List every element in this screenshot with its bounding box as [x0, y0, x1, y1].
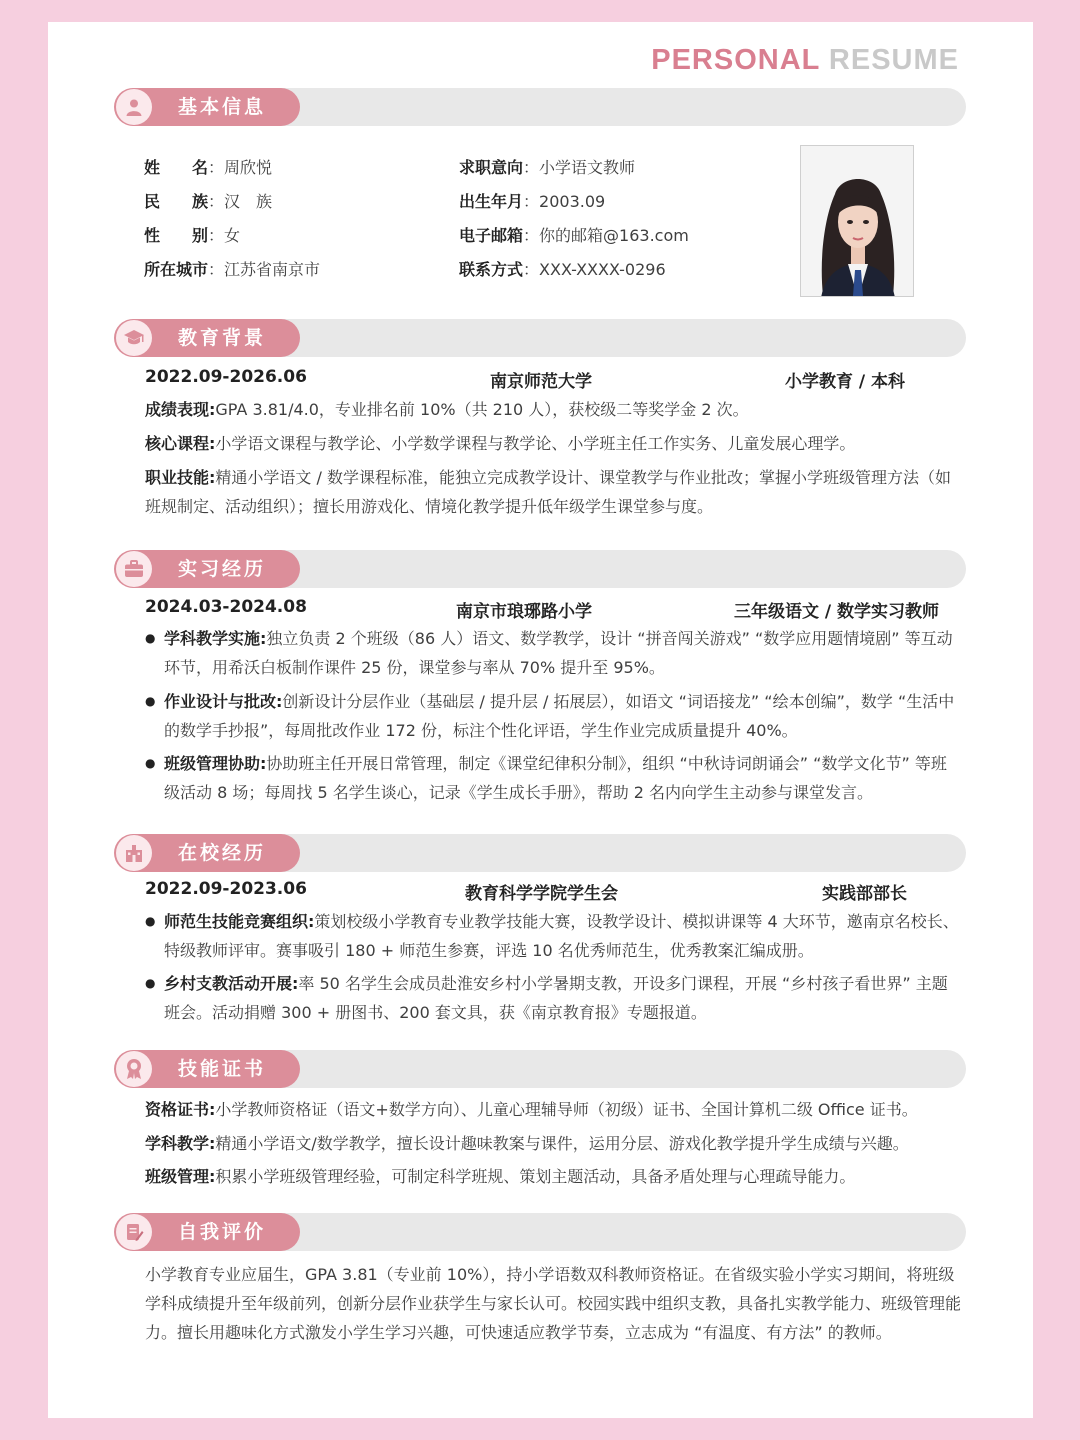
section-header-basic: [114, 88, 966, 128]
gender-value: 女: [224, 226, 241, 245]
profile-photo: [800, 145, 914, 297]
section-title: 自我评价: [178, 1221, 267, 1243]
certs-label: 班级管理:: [145, 1167, 216, 1186]
certs-text: 精通小学语文/数学教学，擅长设计趣味教案与课件，运用分层、游戏化教学提升学生成绩与兴趣。: [215, 1134, 909, 1153]
resume-page: [48, 22, 1033, 1418]
education-school: 南京师范大学: [490, 372, 592, 392]
ethnic-value: 汉 族: [224, 192, 273, 211]
bullet-text: 创新设计分层作业（基础层 / 提升层 / 拓展层），如语文 “词语接龙” “绘本创编”，数学 “生活中的数学手抄报”，每周批改作业 172 份，标注个性化评语，学生作业完成质量提升 40%。: [164, 692, 955, 740]
campus-header-row: [145, 879, 955, 907]
campus-bullet-competition: [145, 907, 961, 965]
education-major: 小学教育 / 本科: [785, 372, 906, 392]
certs-line-class-mgmt: [145, 1162, 961, 1191]
bullet-text: 策划校级小学教育专业教学技能大赛，设教学设计、模拟讲课等 4 大环节，邀南京名校长、特级教师评审。赛事吸引 180 + 师范生参赛，评选 10 名优秀师范生，优秀教案汇编成册。: [164, 912, 959, 960]
section-header-self: [114, 1213, 966, 1253]
award-icon: [116, 1051, 152, 1087]
section-title: 实习经历: [178, 558, 267, 580]
name-value: 周欣悦: [224, 158, 273, 177]
section-header-education: [114, 319, 966, 359]
phone-value: XXX-XXXX-0296: [539, 260, 666, 279]
phone-label: 联系方式: [459, 260, 524, 279]
education-line-courses: [145, 429, 961, 458]
education-text: 精通小学语文 / 数学课程标准，能独立完成教学设计、课堂教学与作业批改；掌握小学班级管理方法（如班规制定、活动组织）；擅长用游戏化、情境化教学提升低年级学生课堂参与度。: [145, 468, 951, 516]
section-title: 在校经历: [178, 842, 267, 864]
user-icon: [116, 89, 152, 125]
certs-text: 积累小学班级管理经验，可制定科学班规、策划主题活动，具备矛盾处理与心理疏导能力。: [215, 1167, 856, 1186]
education-label: 成绩表现:: [145, 400, 216, 419]
info-name-row: 姓 名：周欣悦: [144, 158, 273, 177]
building-icon: [116, 835, 152, 871]
ethnic-label: 民 族: [144, 192, 209, 211]
section-title: 基本信息: [178, 96, 267, 118]
brand-word-resume: RESUME: [828, 44, 959, 76]
certs-label: 资格证书:: [145, 1100, 216, 1119]
internship-org: 南京市琅琊路小学: [456, 602, 592, 622]
internship-bullet-class-mgmt: [145, 749, 961, 807]
email-label: 电子邮箱: [459, 226, 524, 245]
section-header-campus: [114, 834, 966, 874]
education-header-row: [145, 367, 955, 395]
section-title: 技能证书: [178, 1058, 267, 1080]
brand-word-personal: PERSONAL: [651, 44, 820, 76]
info-city-row: 所在城市：江苏省南京市: [144, 260, 321, 279]
internship-bullet-homework: [145, 687, 961, 745]
edit-icon: [116, 1214, 152, 1250]
education-date: 2022.09-2026.06: [145, 367, 307, 387]
bullet-text: 独立负责 2 个班级（86 人）语文、数学教学，设计 “拼音闯关游戏” “数学应用题情境剧” 等互动环节，用希沃白板制作课件 25 份，课堂参与率从 70% 提升至 95%。: [164, 629, 953, 677]
bullet-text: 协助班主任开展日常管理，制定《课堂纪律积分制》，组织 “中秋诗词朗诵会” “数学文化节” 等班级活动 8 场；每周找 5 名学生谈心，记录《学生成长手册》，帮助 2 名内向学生主动参与课堂发言。: [164, 754, 947, 802]
internship-bullet-teaching: [145, 624, 961, 682]
education-label: 职业技能:: [145, 468, 216, 487]
certs-text: 小学教师资格证（语文+数学方向）、儿童心理辅导师（初级）证书、全国计算机二级 Office 证书。: [215, 1100, 918, 1119]
info-ethnic-row: 民 族：汉 族: [144, 192, 273, 211]
education-text: GPA 3.81/4.0，专业排名前 10%（共 210 人），获校级二等奖学金 2 次。: [215, 400, 749, 419]
bullet-label: 作业设计与批改:: [164, 692, 283, 711]
campus-bullet-rural-teaching: [145, 969, 961, 1027]
education-text: 小学语文课程与教学论、小学数学课程与教学论、小学班主任工作实务、儿童发展心理学。: [215, 434, 856, 453]
birth-value: 2003.09: [539, 192, 606, 211]
info-gender-row: 性 别：女: [144, 226, 241, 245]
info-birth-row: 出生年月：2003.09: [459, 192, 606, 211]
bullet-label: 学科教学实施:: [164, 629, 267, 648]
briefcase-icon: [116, 551, 152, 587]
bullet-label: 师范生技能竞赛组织:: [164, 912, 315, 931]
internship-date: 2024.03-2024.08: [145, 597, 307, 617]
section-header-internship: [114, 550, 966, 590]
education-label: 核心课程:: [145, 434, 216, 453]
info-phone-row: 联系方式：XXX-XXXX-0296: [459, 260, 666, 279]
certs-line-qualifications: [145, 1095, 961, 1124]
self-evaluation-text: 小学教育专业应届生，GPA 3.81（专业前 10%），持小学语数双科教师资格证。在省级实验小学实习期间，将班级学科成绩提升至年级前列，创新分层作业获学生与家长认可。校园实践中组织支教，具备扎实教学能力、班级管理能力。擅长用趣味化方式激发小学生学习兴趣，可快速适应教学节奏，立志成为 “有温度、有方法” 的教师。: [145, 1265, 962, 1342]
info-email-row: 电子邮箱：你的邮箱@163.com: [459, 226, 689, 245]
city-value: 江苏省南京市: [224, 260, 321, 279]
city-label: 所在城市: [144, 260, 209, 279]
campus-org: 教育科学学院学生会: [465, 884, 618, 904]
campus-role: 实践部部长: [822, 884, 907, 904]
internship-header-row: [145, 597, 955, 625]
bullet-text: 率 50 名学生会成员赴淮安乡村小学暑期支教，开设多门课程，开展 “乡村孩子看世界” 主题班会。活动捐赠 300 + 册图书、200 套文具，获《南京教育报》专题报道。: [164, 974, 948, 1022]
section-title: 教育背景: [178, 327, 267, 349]
job-label: 求职意向: [459, 158, 524, 177]
campus-date: 2022.09-2023.06: [145, 879, 307, 899]
education-line-grades: [145, 395, 961, 424]
certs-label: 学科教学:: [145, 1134, 216, 1153]
email-value[interactable]: 你的邮箱@163.com: [539, 226, 689, 245]
info-job-row: 求职意向：小学语文教师: [459, 158, 636, 177]
internship-role: 三年级语文 / 数学实习教师: [734, 602, 940, 622]
job-value: 小学语文教师: [539, 158, 636, 177]
brand-title: [651, 44, 959, 77]
certs-line-teaching: [145, 1129, 961, 1158]
name-label: 姓 名: [144, 158, 209, 177]
bullet-label: 班级管理协助:: [164, 754, 267, 773]
education-line-skills: [145, 463, 961, 521]
bullet-label: 乡村支教活动开展:: [164, 974, 299, 993]
gender-label: 性 别: [144, 226, 209, 245]
birth-label: 出生年月: [459, 192, 524, 211]
section-header-certs: [114, 1050, 966, 1090]
graduation-cap-icon: [116, 320, 152, 356]
